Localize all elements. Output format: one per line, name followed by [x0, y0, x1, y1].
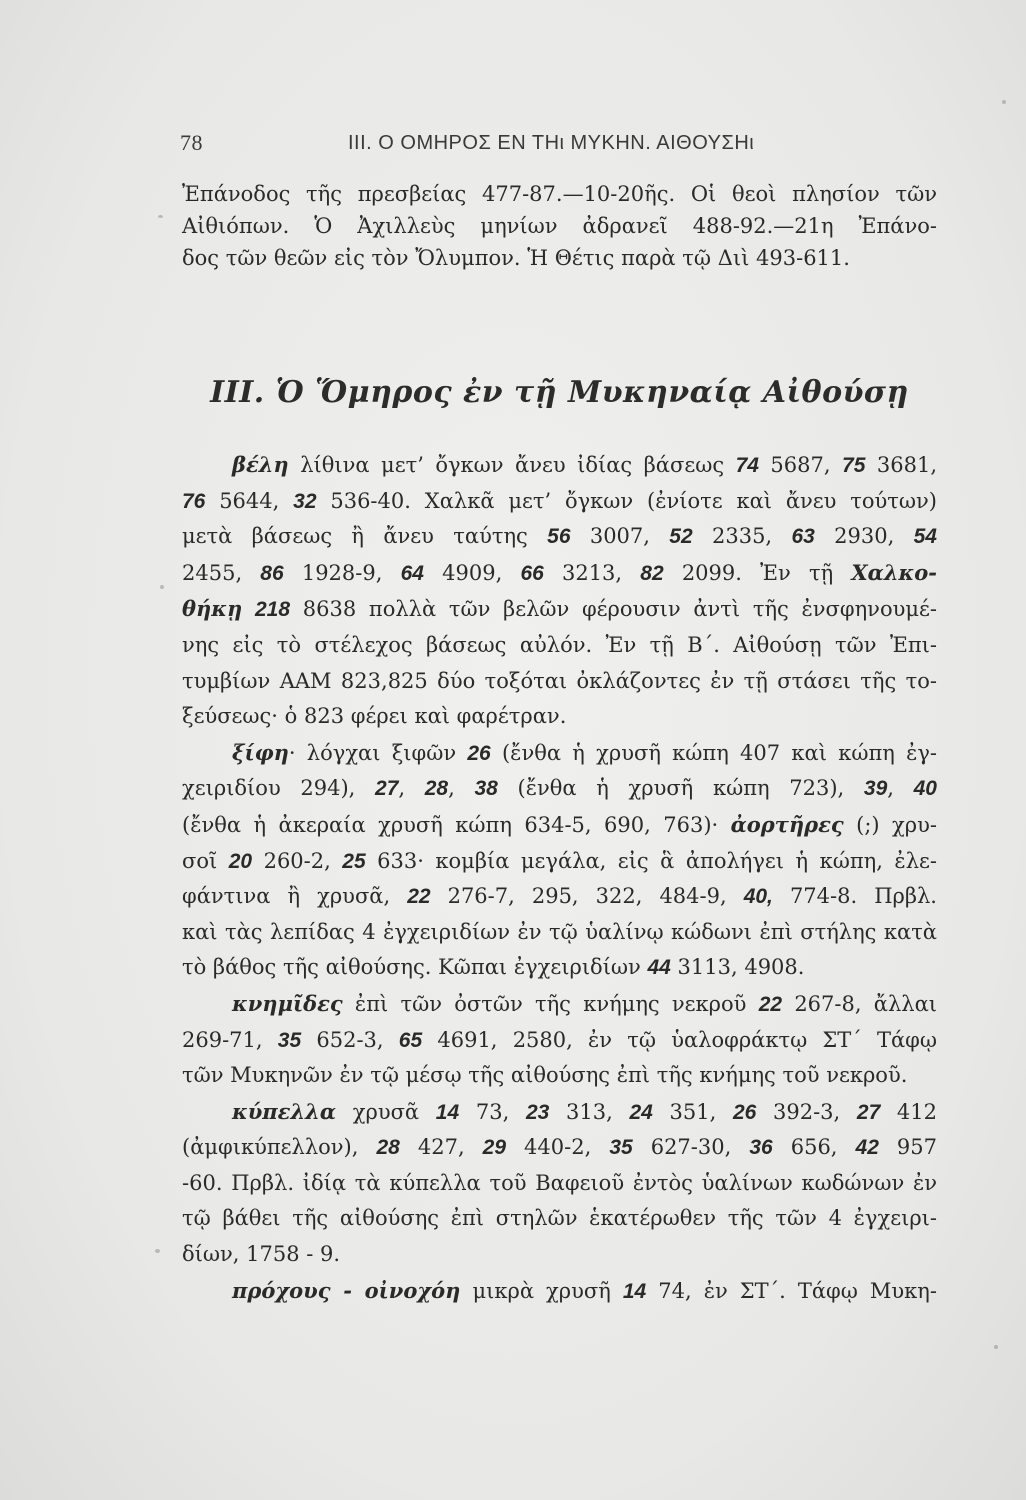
body-line: [182, 664, 937, 700]
body-text-run: 4691, 2580, ἐν τῷ ὑαλοφράκτῳ ΣΤ΄ Τάφῳ: [422, 1027, 937, 1052]
body-text-run: τυμβίων ΑΑΜ 823,825 δύο τοξόται ὀκλάζοντες ἐν τῇ στάσει τῆς το-: [182, 668, 937, 693]
body-text-run: λίθινα μετ’ ὄγκων ἄνευ ἰδίας βάσεως: [288, 453, 736, 477]
body-line: [182, 519, 937, 555]
body-text-run: 2099. Ἐν τῇ: [663, 560, 852, 585]
body-line: [182, 771, 937, 807]
tomb-reference: 65: [398, 1028, 423, 1052]
entry-term: κύπελλα: [232, 1098, 337, 1124]
tomb-reference: 218: [255, 598, 291, 622]
body-line: [182, 879, 937, 915]
body-text-run: · λόγχαι ξιφῶν: [288, 740, 468, 765]
body-text-run: 5644,: [205, 488, 294, 513]
body-text-run: 74, ἐν ΣΤ΄. Τάφῳ Μυκη-: [646, 1278, 937, 1303]
body-line: [182, 1166, 937, 1202]
body-text-run: (;) χρυ-: [843, 812, 937, 837]
tomb-reference: 14: [435, 1100, 460, 1124]
entry-term: θήκῃ: [182, 596, 243, 622]
body-text-run: 3113, 4908.: [670, 955, 805, 980]
body-text-run: (ἀμφικύπελλον),: [182, 1135, 377, 1160]
intro-line: Ἐπάνοδος τῆς πρεσβείας 477-87.—10-20ῆς. Οἱ θεοὶ πλησίον τῶν: [182, 182, 937, 206]
body-text-run: 633· κομβία μεγάλα, εἰς ἃ ἀπολήγει ἡ κώπη, ἐλε-: [365, 848, 937, 873]
body-line: [182, 1094, 937, 1131]
body-line: [182, 950, 937, 986]
tomb-reference: 66: [520, 561, 544, 585]
body-text: [182, 447, 937, 1309]
body-text-run: 2455,: [182, 560, 261, 585]
body-text-run: 1928-9,: [283, 560, 401, 585]
tomb-reference: 38: [474, 777, 498, 801]
body-text-run: 351,: [652, 1099, 733, 1124]
tomb-reference: 64: [400, 561, 424, 585]
body-text-run: [242, 597, 255, 621]
tomb-reference: 23: [525, 1100, 550, 1124]
body-text-run: 5687,: [758, 453, 843, 477]
tomb-reference: 22: [758, 992, 783, 1016]
tomb-reference: 24: [629, 1100, 653, 1124]
body-text-run: φάντινα ἢ χρυσᾶ,: [182, 884, 408, 909]
body-text-run: 3007,: [570, 524, 670, 549]
page-number: 78: [180, 130, 203, 155]
body-line: [182, 1201, 937, 1237]
entry-term: ἀορτῆρες: [730, 811, 844, 837]
tomb-reference: 25: [342, 849, 366, 873]
body-text-run: 412: [880, 1099, 938, 1124]
tomb-reference: 82: [640, 561, 664, 585]
body-text-run: 313,: [549, 1099, 630, 1124]
body-text-run: μετὰ βάσεως ἢ ἄνευ ταύτης: [182, 524, 548, 549]
body-text-run: 392-3,: [756, 1099, 857, 1124]
body-text-run: 774-8. Πρβλ.: [772, 884, 937, 909]
body-text-run: 267-8, ἄλλαι: [782, 991, 937, 1016]
body-text-run: 627-30,: [632, 1135, 750, 1160]
body-text-run: 536-40. Χαλκᾶ μετ’ ὄγκων (ἐνίοτε καὶ ἄνευ τούτων): [316, 488, 937, 513]
body-line: [182, 555, 937, 592]
tomb-reference: 35: [277, 1028, 302, 1052]
body-text-run: τῶν Μυκηνῶν ἐν τῷ μέσῳ τῆς αἰθούσης ἐπὶ τῆς κνήμης τοῦ νεκροῦ.: [182, 1063, 908, 1088]
body-text-run: 276-7, 295, 322, 484-9,: [430, 884, 744, 909]
body-text-run: ,: [398, 776, 425, 801]
body-line: [182, 447, 937, 484]
body-line: [182, 1237, 937, 1273]
body-text-run: σοῖ: [182, 848, 229, 873]
body-text-run: 440-2,: [506, 1135, 610, 1160]
body-text-run: τὸ βάθος τῆς αἰθούσης. Κῶπαι ἐγχειριδίων: [182, 955, 648, 980]
body-text-run: 4909,: [423, 560, 521, 585]
tomb-reference: 42: [855, 1136, 879, 1160]
tomb-reference: 76: [182, 489, 206, 513]
tomb-reference: 44: [647, 956, 671, 980]
body-text-run: (ἔνθα ἡ ἀκεραία χρυσῆ κώπη 634-5, 690, 763)·: [182, 812, 731, 837]
tomb-reference: 14: [622, 1279, 647, 1303]
tomb-reference: 32: [293, 489, 317, 513]
tomb-reference: 56: [547, 525, 571, 549]
body-line: [182, 1023, 937, 1059]
body-text-run: 427,: [399, 1135, 483, 1160]
running-title: III. Ο ΟΜΗΡΟΣ ΕΝ ΤΗι ΜΥΚΗΝ. ΑΙΘΟΥΣΗι: [348, 132, 755, 154]
body-line: [182, 1130, 937, 1166]
tomb-reference: 74: [735, 454, 759, 477]
tomb-reference: 75: [842, 454, 866, 477]
body-text-run: ἐπὶ τῶν ὀστῶν τῆς κνήμης νεκροῦ: [342, 991, 759, 1016]
body-text-run: τῷ βάθει τῆς αἰθούσης ἐπὶ στηλῶν ἑκατέρωθεν τῆς τῶν 4 ἐγχειρι-: [182, 1206, 937, 1231]
body-text-run: 2930,: [814, 524, 914, 549]
body-text-run: ,: [887, 776, 914, 801]
body-text-run: δίων, 1758 - 9.: [182, 1242, 341, 1267]
tomb-reference: 52: [669, 525, 693, 549]
body-text-run: 656,: [772, 1135, 856, 1160]
body-line: [182, 628, 937, 664]
ink-speck: [1002, 100, 1006, 104]
section-title: III. Ὁ Ὅμηρος ἐν τῇ Μυκηναίᾳ Αἰθούσῃ: [210, 375, 909, 410]
body-text-run: 3213,: [543, 560, 641, 585]
ink-speck: [155, 1249, 160, 1253]
body-line: [182, 844, 937, 880]
body-text-run: καὶ τὰς λεπίδας 4 ἐγχειριδίων ἐν τῷ ὑαλίνῳ κώδωνι ἐπὶ στήλης κατὰ: [182, 919, 937, 944]
tomb-reference: 20: [228, 849, 253, 873]
body-text-run: ,: [448, 776, 475, 801]
tomb-reference: 39: [863, 777, 888, 801]
body-text-run: 2335,: [692, 524, 792, 549]
entry-term: βέλη: [232, 452, 289, 477]
tomb-reference: 27: [375, 777, 399, 801]
tomb-reference: 27: [856, 1100, 881, 1124]
body-text-run: ξεύσεως· ὁ 823 φέρει καὶ φαρέτραν.: [182, 704, 567, 729]
body-text-run: χρυσᾶ: [336, 1099, 436, 1124]
intro-paragraph: [182, 178, 937, 274]
body-line: [182, 915, 937, 951]
tomb-reference: 54: [913, 525, 937, 549]
tomb-reference: 63: [791, 525, 815, 549]
body-text-run: 8638 πολλὰ τῶν βελῶν φέρουσιν ἀντὶ τῆς ἐνσφηνουμέ-: [290, 597, 937, 622]
ink-speck: [160, 585, 164, 589]
tomb-reference: 22: [407, 885, 431, 909]
entry-term: ξίφη: [232, 739, 289, 765]
body-text-run: 260-2,: [252, 848, 343, 873]
body-text-run: μικρὰ χρυσῆ: [460, 1278, 623, 1303]
tomb-reference: 29: [482, 1136, 507, 1160]
body-text-run: χειριδίου 294),: [182, 776, 376, 801]
tomb-reference: 40: [913, 777, 937, 801]
tomb-reference: 28: [376, 1136, 400, 1160]
tomb-reference: 86: [260, 561, 284, 585]
body-line: [182, 986, 937, 1023]
body-line: [182, 735, 937, 772]
entry-term: Χαλκο-: [851, 559, 937, 585]
body-text-run: (ἔνθα ἡ χρυσῆ κώπη 723),: [497, 776, 864, 801]
tomb-reference: 36: [749, 1136, 773, 1160]
tomb-reference: 26: [732, 1100, 757, 1124]
entry-term: πρόχους - οἰνοχόη: [232, 1277, 461, 1303]
intro-line: Αἰθιόπων. Ὁ Ἀχιλλεὺς μηνίων ἀδρανεῖ 488-92.—21η Ἐπάνο-: [182, 214, 937, 238]
body-text-run: (ἔνθα ἡ χρυσῆ κώπη 407 καὶ κώπη ἐγ-: [490, 740, 937, 765]
body-text-run: 3681,: [865, 453, 937, 477]
body-line: [182, 807, 937, 844]
intro-line: δος τῶν θεῶν εἰς τὸν Ὄλυμπον. Ἡ Θέτις παρὰ τῷ Διὶ 493-611.: [182, 246, 850, 270]
body-line: [182, 699, 937, 735]
body-text-run: 269-71,: [182, 1027, 278, 1052]
tomb-reference: 40,: [743, 885, 773, 909]
body-line: [182, 1273, 937, 1310]
body-line: [182, 1058, 937, 1094]
body-text-run: νης εἰς τὸ στέλεχος βάσεως αὐλόν. Ἐν τῇ Β΄. Αἰθούσῃ τῶν Ἐπι-: [182, 632, 937, 657]
entry-term: κνημῖδες: [232, 990, 343, 1016]
body-text-run: 73,: [459, 1099, 526, 1124]
body-text-run: 957: [878, 1135, 937, 1160]
body-line: [182, 484, 937, 520]
tomb-reference: 26: [467, 741, 491, 765]
tomb-reference: 28: [424, 777, 449, 801]
tomb-reference: 35: [609, 1136, 633, 1160]
body-line: [182, 591, 937, 628]
ink-speck: [158, 215, 163, 218]
body-text-run: -60. Πρβλ. ἰδίᾳ τὰ κύπελλα τοῦ Βαφειοῦ ἐντὸς ὑαλίνων κωδώνων ἐν: [182, 1170, 937, 1195]
ink-speck: [994, 1345, 998, 1349]
body-text-run: 652-3,: [301, 1027, 399, 1052]
